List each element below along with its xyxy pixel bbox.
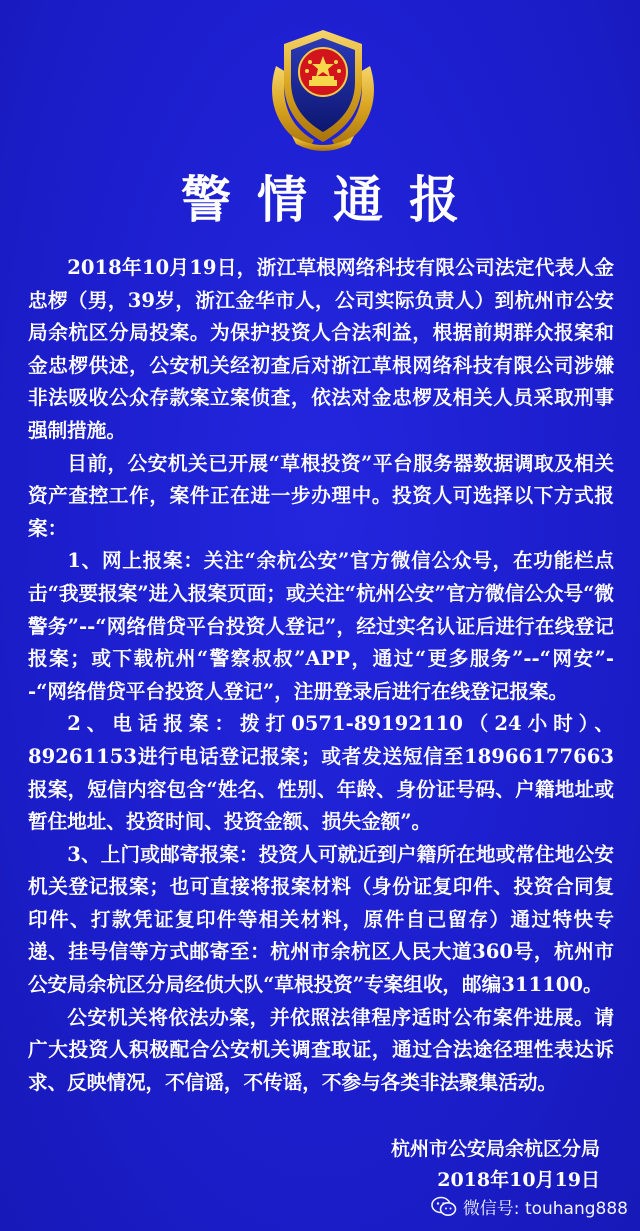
notice-paragraph-online-report: 1、网上报案：关注“余杭公安”官方微信公众号，在功能栏点击“我要报案”进入报案页面；或关注“杭州公安”官方微信公众号“微警务”--“网络借贷平台投资人登记”，经过实名认证后进行在线登记报案；或下载杭州“警察叔叔”APP，通过“更多服务”--“网安”--“网络借贷平台投资人登记”，注册登录后进行在线登记报案。 <box>28 549 614 703</box>
notice-paragraph-closing: 公安机关将依法办案，并依照法律程序适时公布案件进展。请广大投资人积极配合公安机关调查取证，通过合法途径理性表达诉求、反映情况，不信谣，不传谣，不参与各类非法聚集活动。 <box>28 1005 614 1094</box>
issue-date: 2018年10月19日 <box>437 1169 600 1191</box>
wechat-id-text: 微信号: touhang888 <box>462 1199 628 1219</box>
notice-paragraph-intro: 2018年10月19日，浙江草根网络科技有限公司法定代表人金忠椤（男，39岁，浙江金华市人，公司实际负责人）到杭州市公安局余杭区分局投案。为保护投资人合法利益，根据前期群众报案和金忠椤供述，公安机关经初查后对浙江草根网络科技有限公司涉嫌非法吸收公众存款案立案侦查，依法对金忠椤及相关人员采取刑事强制措施。 <box>28 256 614 442</box>
issuer-name: 杭州市公安局余杭区分局 <box>390 1138 600 1160</box>
wechat-icon <box>431 1196 457 1218</box>
notice-paragraph-current: 目前，公安机关已开展“草根投资”平台服务器数据调取及相关资产查控工作，案件正在进一步办理中。投资人可选择以下方式报案： <box>28 451 614 540</box>
notice-body <box>28 252 614 1099</box>
notice-paragraph-phone-report: 2、电话报案：拨打0571-89192110（24小时）、89261153进行电话登记报案；或者发送短信至18966177663报案，短信内容包含“姓名、性别、年龄、身份证号码、户籍地址或暂住地址、投资时间、投资金额、损失金额”。 <box>28 712 614 834</box>
police-emblem-icon <box>262 26 384 154</box>
page-title: 警情通报 <box>181 171 485 229</box>
notice-paragraph-mail-report: 3、上门或邮寄报案：投资人可就近到户籍所在地或常住地公安机关登记报案；也可直接将报案材料（身份证复印件、投资合同复印件、打款凭证复印件等相关材料，原件自己留存）通过特快专递、挂号信等方式邮寄至：杭州市余杭区人民大道360号，杭州市公安局余杭区分局经侦大队“草根投资”专案组收，邮编311100。 <box>28 842 614 997</box>
wechat-watermark <box>431 1194 628 1219</box>
signature-block <box>391 1134 600 1196</box>
